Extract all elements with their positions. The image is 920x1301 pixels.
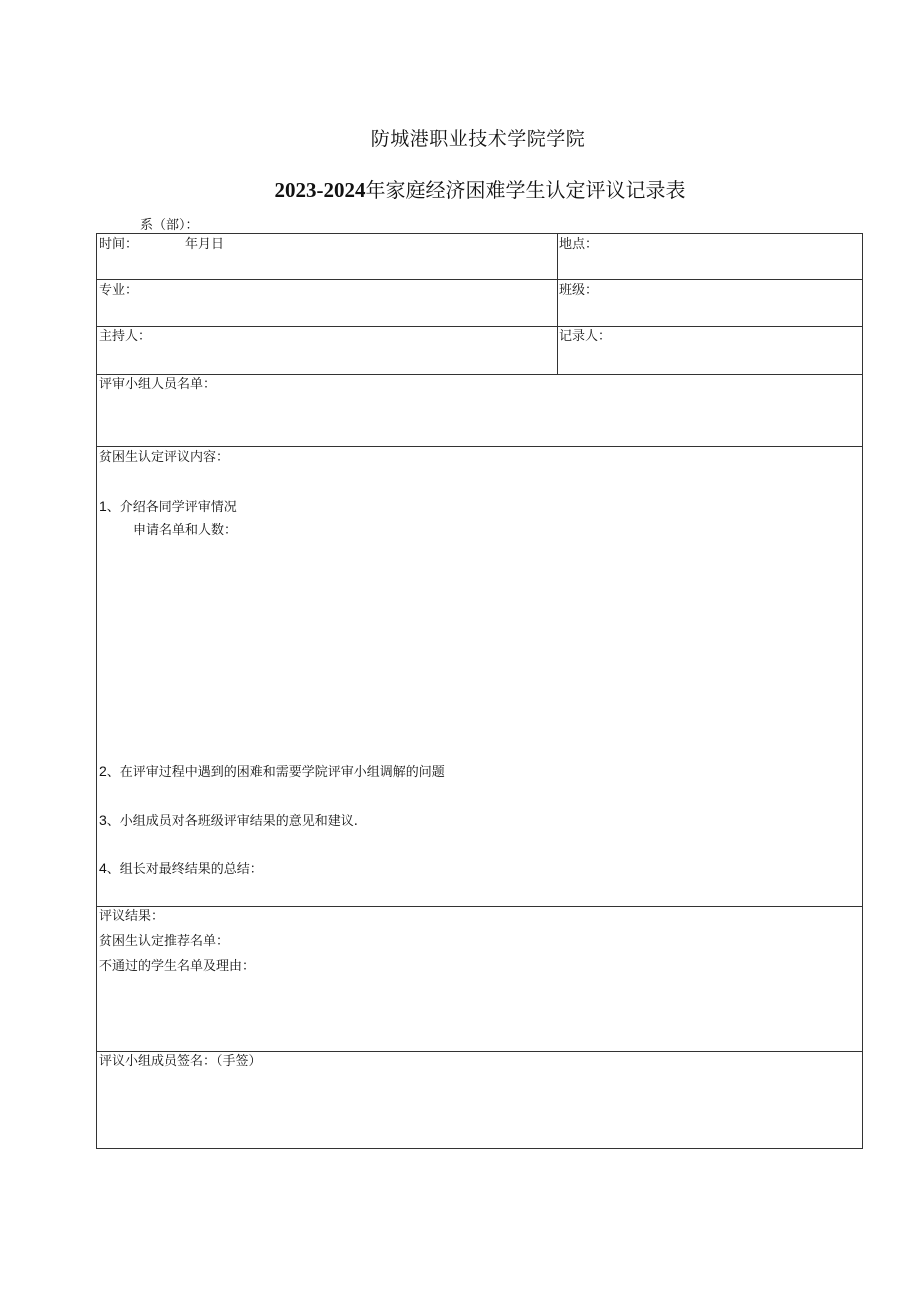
form-title-text: 年家庭经济困难学生认定评议记录表 — [365, 178, 686, 202]
form-title — [0, 174, 920, 203]
content-item-4 — [99, 860, 263, 878]
item-text: 、小组成员对各班级评审结果的意见和建议. — [106, 814, 358, 829]
content-item-1 — [99, 498, 237, 516]
recorder-label: 记录人： — [559, 329, 612, 344]
content-item-2 — [99, 763, 445, 781]
item-number: 1 — [99, 498, 107, 514]
institution-title: 防城港职业技术学院学院 — [370, 128, 586, 150]
location-label: 地点： — [559, 237, 599, 252]
major-label: 专业： — [99, 283, 139, 298]
result-label: 评议结果： — [99, 909, 165, 924]
item-number: 2 — [99, 763, 107, 779]
form-title-year: 2023-2024 — [274, 178, 366, 202]
department-label: 系（部）： — [140, 218, 199, 233]
content-item-3 — [99, 812, 358, 830]
row-divider — [97, 1051, 862, 1052]
row-divider — [97, 446, 862, 447]
record-form — [96, 233, 863, 1149]
row-divider — [97, 374, 862, 375]
class-label: 班级： — [559, 283, 599, 298]
item-text: 、介绍各同学评审情况 — [106, 500, 237, 515]
item-text: 、在评审过程中遇到的困难和需要学院评审小组调解的问题 — [106, 765, 445, 780]
time-label: 时间： — [99, 237, 139, 252]
fail-label: 不通过的学生名单及理由： — [99, 959, 256, 974]
signature-label: 评议小组成员签名：（手签） — [99, 1054, 262, 1069]
item-text: 、组长对最终结果的总结： — [106, 862, 263, 877]
panel-list-label: 评审小组人员名单： — [99, 377, 217, 392]
column-divider — [557, 234, 558, 374]
item-number: 3 — [99, 812, 107, 828]
host-label: 主持人： — [99, 329, 152, 344]
content-label: 贫困生认定评议内容： — [99, 450, 230, 465]
row-divider — [97, 906, 862, 907]
row-divider — [97, 326, 862, 327]
apply-list-label: 申请名单和人数： — [133, 523, 238, 538]
row-divider — [97, 279, 862, 280]
item-number: 4 — [99, 860, 107, 876]
date-field[interactable]: 年月日 — [185, 237, 225, 252]
recommend-label: 贫困生认定推荐名单： — [99, 934, 230, 949]
